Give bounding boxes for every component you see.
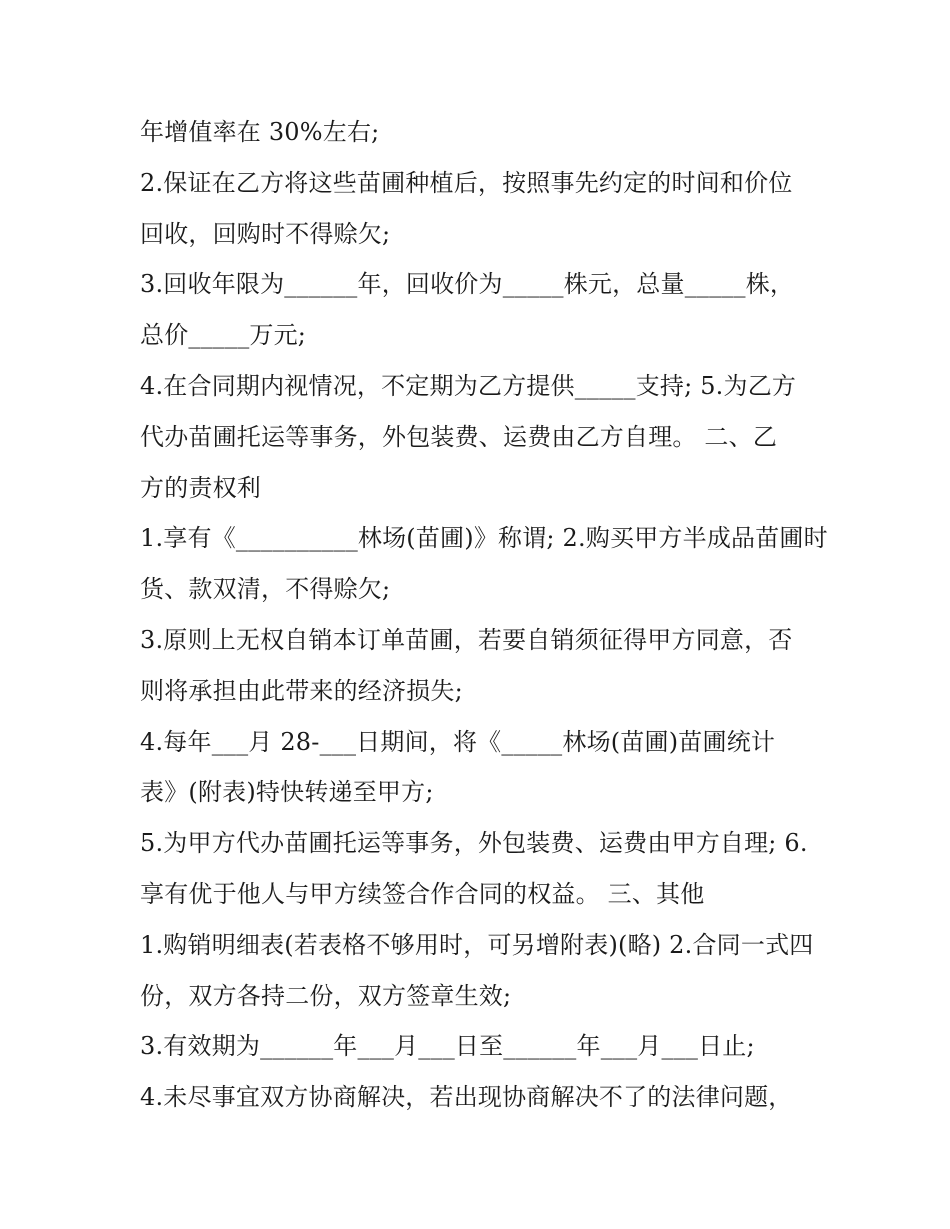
- text-line: 代办苗圃托运等事务，外包装费、运费由乙方自理。 二、乙: [140, 422, 778, 451]
- text-line: 3.回收年限为______年，回收价为_____株元，总量_____株，: [140, 270, 795, 299]
- text-line: 总价_____万元;: [140, 321, 307, 350]
- text-line: 4.每年___月 28-___日期间，将《_____林场(苗圃)苗圃统计: [140, 727, 776, 756]
- text-line: 3.原则上无权自销本订单苗圃，若要自销须征得甲方同意，否: [140, 625, 793, 654]
- text-line: 方的责权利: [140, 473, 261, 502]
- text-line: 4.未尽事宜双方协商解决，若出现协商解决不了的法律问题，: [140, 1083, 793, 1112]
- text-line: 份，双方各持二份，双方签章生效;: [140, 981, 512, 1010]
- text-line: 1.享有《__________林场(苗圃)》称谓; 2.购买甲方半成品苗圃时: [140, 524, 828, 553]
- text-line: 年增值率在 30%左右;: [140, 118, 380, 146]
- text-line: 回收，回购时不得赊欠;: [140, 219, 391, 248]
- text-line: 3.有效期为______年___月___日至______年___月___日止;: [140, 1032, 755, 1061]
- text-line: 则将承担由此带来的经济损失;: [140, 676, 463, 705]
- contract-text-body: [140, 107, 828, 1123]
- text-line: 表》(附表)特快转递至甲方;: [140, 778, 434, 807]
- text-line: 4.在合同期内视情况，不定期为乙方提供_____支持; 5.为乙方: [140, 371, 797, 400]
- text-line: 货、款双清，不得赊欠;: [140, 575, 391, 604]
- text-line: 享有优于他人与甲方续签合作合同的权益。 三、其他: [140, 879, 705, 908]
- text-line: 5.为甲方代办苗圃托运等事务，外包装费、运费由甲方自理; 6.: [140, 829, 808, 858]
- text-line: 2.保证在乙方将这些苗圃种植后，按照事先约定的时间和价位: [140, 168, 793, 197]
- text-line: 1.购销明细表(若表格不够用时，可另增附表)(略) 2.合同一式四: [140, 930, 814, 959]
